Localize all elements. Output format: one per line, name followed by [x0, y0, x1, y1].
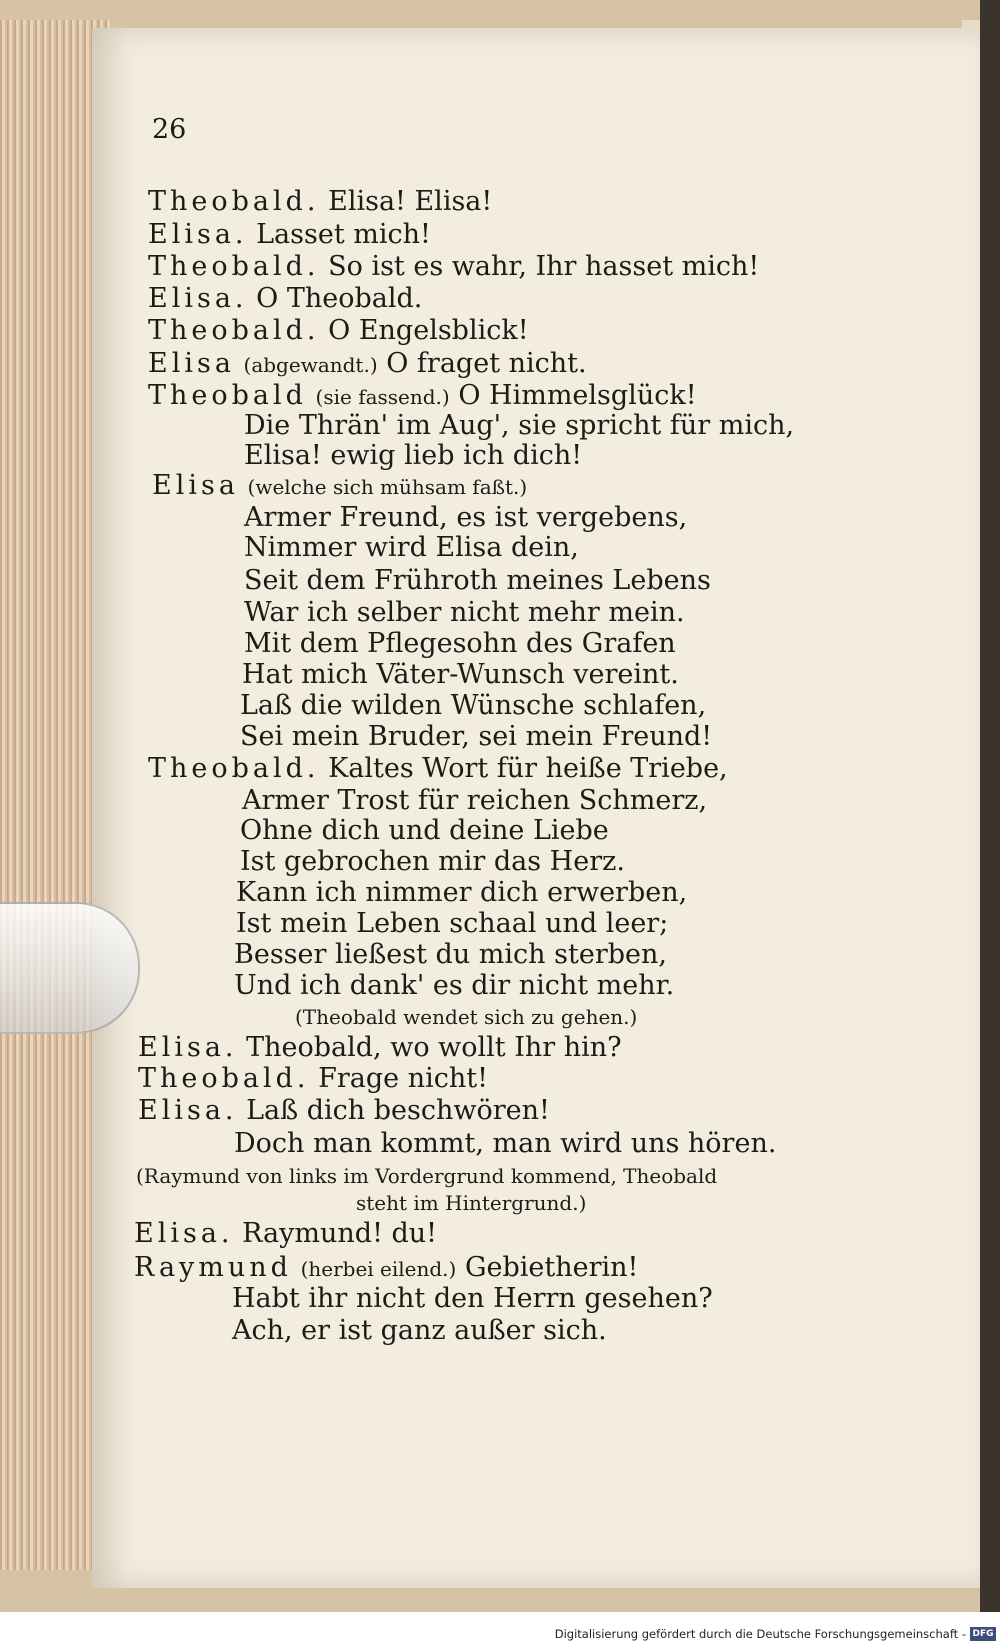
footer-credit: Digitalisierung gefördert durch die Deutsche Forschungsgemeinschaft - — [554, 1627, 966, 1641]
text-line — [152, 470, 527, 503]
text-line — [138, 1063, 488, 1095]
line-text: Nimmer wird Elisa dein, — [244, 532, 579, 563]
page-clip — [0, 902, 140, 1034]
text-line — [244, 440, 582, 472]
line-text: Die Thrän' im Aug', sie spricht für mich, — [244, 410, 795, 441]
line-text: Ist mein Leben schaal und leer; — [236, 908, 669, 939]
speaker-name: Theobald. — [148, 186, 320, 217]
line-text: O Engelsblick! — [328, 315, 529, 346]
stage-direction: (herbei eilend.) — [300, 1257, 457, 1281]
line-text: War ich selber nicht mehr mein. — [244, 597, 685, 628]
text-line — [134, 1218, 437, 1250]
text-line — [295, 1000, 637, 1033]
speaker-name: Elisa. — [148, 219, 248, 250]
stage-direction: (abgewandt.) — [243, 353, 378, 377]
stage-direction: (Raymund von links im Vordergrund kommend, Theobald — [136, 1164, 718, 1188]
text-line — [138, 1095, 550, 1127]
line-text: Seit dem Frühroth meines Lebens — [244, 565, 711, 596]
line-text: Ach, er ist ganz außer sich. — [232, 1315, 607, 1346]
text-line — [148, 380, 697, 413]
line-text: Und ich dank' es dir nicht mehr. — [234, 970, 675, 1001]
text-line — [240, 815, 609, 847]
line-text: O Himmelsglück! — [458, 380, 697, 411]
speaker-name: Elisa. — [148, 283, 248, 314]
line-text: Kann ich nimmer dich erwerben, — [236, 877, 688, 908]
line-text: Besser ließest du mich sterben, — [234, 939, 667, 970]
text-line — [244, 532, 579, 564]
text-line — [232, 1283, 713, 1315]
line-text: O Theobald. — [256, 283, 423, 314]
speaker-name: Elisa — [148, 348, 235, 379]
line-text: Laß die wilden Wünsche schlafen, — [240, 690, 707, 721]
speaker-name: Theobald — [148, 380, 307, 411]
text-line — [134, 1252, 638, 1285]
speaker-name: Theobald. — [148, 251, 320, 282]
text-line — [234, 970, 674, 1002]
speaker-name: Theobald. — [138, 1063, 310, 1094]
line-text: Hat mich Väter-Wunsch vereint. — [242, 659, 679, 690]
speaker-name: Theobald. — [148, 315, 320, 346]
text-line — [244, 628, 676, 660]
line-text: Sei mein Bruder, sei mein Freund! — [240, 721, 713, 752]
text-line — [242, 659, 679, 691]
text-line — [242, 785, 707, 817]
text-line — [148, 251, 759, 283]
stage-direction: steht im Hintergrund.) — [356, 1191, 587, 1215]
speaker-name: Elisa. — [134, 1218, 234, 1249]
text-line — [234, 939, 667, 971]
line-text: Gebietherin! — [464, 1252, 639, 1283]
text-line — [240, 846, 625, 878]
dfg-logo: DFG — [970, 1627, 996, 1641]
line-text: Armer Freund, es ist vergebens, — [244, 502, 688, 533]
page-number: 26 — [152, 114, 187, 145]
line-text: Armer Trost für reichen Schmerz, — [242, 785, 708, 816]
line-text: Laß dich beschwören! — [246, 1095, 550, 1126]
text-line — [236, 877, 687, 909]
line-text: O fraget nicht. — [386, 348, 587, 379]
line-text: So ist es wahr, Ihr hasset mich! — [328, 251, 760, 282]
stage-direction: (welche sich mühsam faßt.) — [247, 475, 528, 499]
stage-direction: (sie fassend.) — [315, 385, 450, 409]
line-text: Lasset mich! — [256, 219, 431, 250]
text-line — [148, 315, 529, 347]
text-line — [236, 908, 668, 940]
text-line — [148, 348, 587, 381]
line-text: Elisa! ewig lieb ich dich! — [244, 440, 583, 471]
text-line — [244, 565, 711, 597]
speaker-name: Elisa. — [138, 1095, 238, 1126]
speaker-name: Elisa. — [138, 1032, 238, 1063]
line-text: Theobald, wo wollt Ihr hin? — [246, 1032, 622, 1063]
line-text: Ohne dich und deine Liebe — [240, 815, 609, 846]
text-line — [356, 1186, 586, 1219]
text-line — [148, 283, 422, 315]
text-line — [234, 1128, 776, 1160]
line-text: Frage nicht! — [318, 1063, 488, 1094]
text-line — [244, 410, 794, 442]
stage-direction: (Theobald wendet sich zu gehen.) — [295, 1005, 638, 1029]
scan-border — [980, 0, 1000, 1643]
text-line — [244, 502, 687, 534]
speaker-name: Raymund — [134, 1252, 292, 1283]
speaker-name: Theobald. — [148, 753, 320, 784]
text-line — [148, 186, 492, 218]
text-line — [148, 753, 728, 785]
line-text: Mit dem Pflegesohn des Grafen — [244, 628, 676, 659]
line-text: Ist gebrochen mir das Herz. — [240, 846, 625, 877]
text-line — [232, 1315, 607, 1347]
line-text: Doch man kommt, man wird uns hören. — [234, 1128, 777, 1159]
line-text: Kaltes Wort für heiße Triebe, — [328, 753, 728, 784]
line-text: Raymund! du! — [242, 1218, 438, 1249]
text-line — [244, 597, 685, 629]
text-line — [240, 690, 706, 722]
text-line — [148, 219, 431, 251]
line-text: Elisa! Elisa! — [328, 186, 493, 217]
text-line — [138, 1032, 622, 1064]
line-text: Habt ihr nicht den Herrn gesehen? — [232, 1283, 713, 1314]
text-line — [240, 721, 712, 753]
speaker-name: Elisa — [152, 470, 239, 501]
